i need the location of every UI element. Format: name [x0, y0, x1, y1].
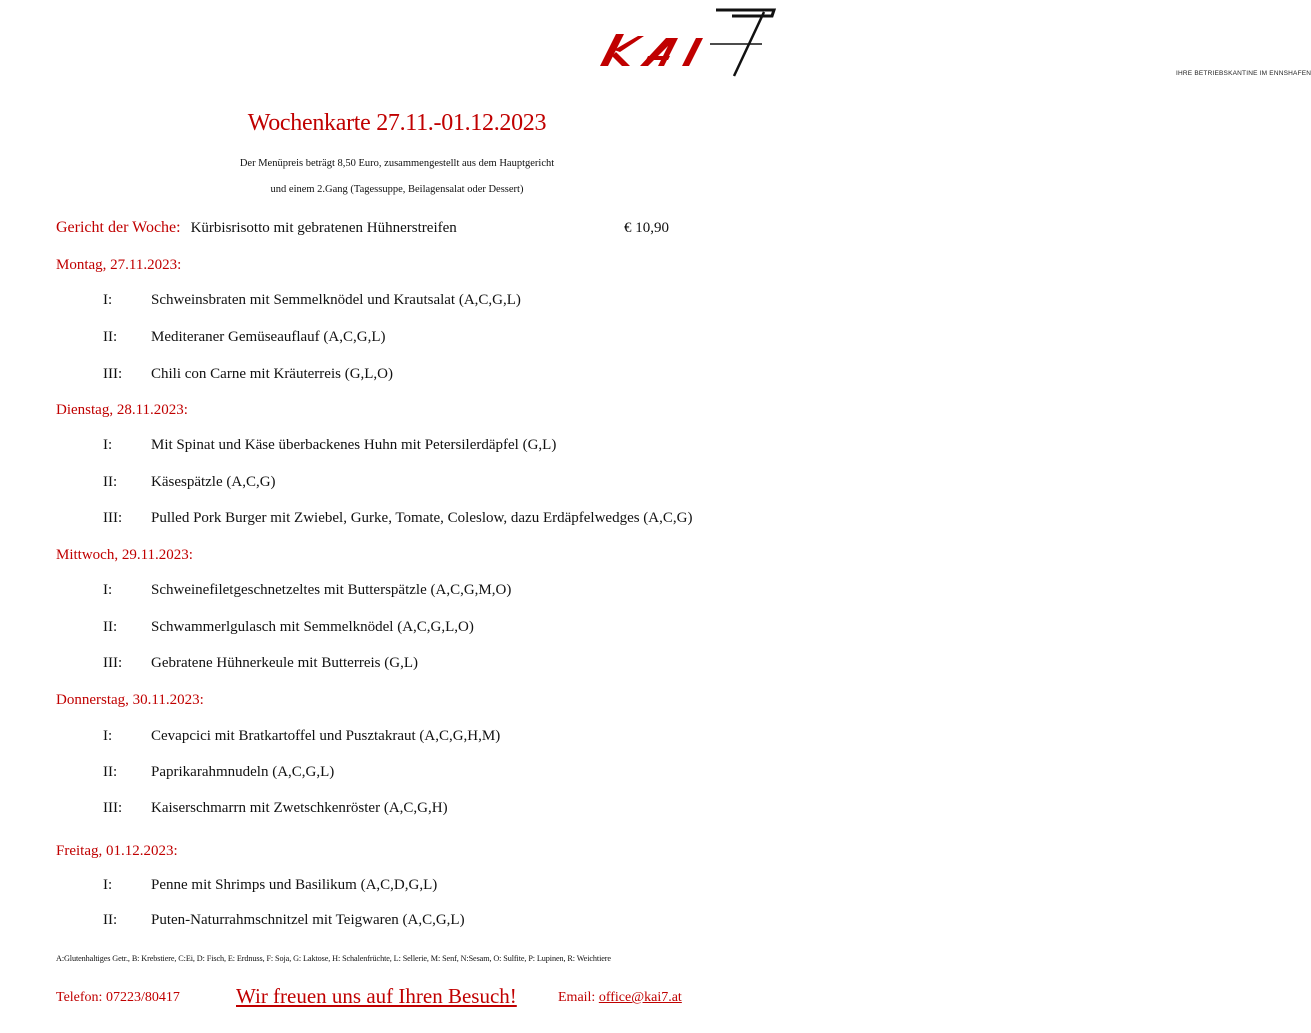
menu-item-number: I: — [103, 292, 113, 308]
page-title: Wochenkarte 27.11.-01.12.2023 — [247, 110, 547, 136]
menu-item-number: II: — [103, 764, 118, 780]
day-heading-wednesday: Mittwoch, 29.11.2023: — [56, 547, 193, 563]
menu-item-number: I: — [103, 877, 113, 893]
menu-item-text: Kaiserschmarrn mit Zwetschkenröster (A,C,G,H) — [151, 800, 448, 816]
day-heading-thursday: Donnerstag, 30.11.2023: — [56, 692, 204, 708]
menu-item-text: Schwammerlgulasch mit Semmelknödel (A,C,G,L,O) — [151, 619, 474, 635]
menu-item-number: III: — [103, 510, 123, 526]
menu-item-number: II: — [103, 474, 118, 490]
menu-item-number: I: — [103, 582, 113, 598]
day-heading-monday: Montag, 27.11.2023: — [56, 257, 182, 273]
dish-of-the-week — [56, 219, 457, 237]
menu-item-number: III: — [103, 366, 123, 382]
allergen-legend: A:Glutenhaltiges Getr., B: Krebstiere, C:Ei, D: Fisch, E: Erdnuss, F: Soja, G: Laktose, H: Schalenfrüchte, L: Sellerie, M: Senf, N:Sesam, O: Sulfite, P: Lupinen, R: Weichtiere — [56, 954, 611, 963]
menu-item-text: Chili con Carne mit Kräuterreis (G,L,O) — [151, 366, 394, 382]
footer-phone: Telefon: 07223/80417 — [56, 990, 180, 1005]
menu-item-text: Cevapcici mit Bratkartoffel und Pusztakraut (A,C,G,H,M) — [151, 728, 501, 744]
menu-item-number: III: — [103, 800, 123, 816]
menu-item-text: Mit Spinat und Käse überbackenes Huhn mit Petersilerdäpfel (G,L) — [151, 437, 557, 453]
dish-of-the-week-label: Gericht der Woche: — [56, 219, 181, 236]
menu-item-text: Paprikarahmnudeln (A,C,G,L) — [151, 764, 335, 780]
email-label: Email: — [558, 990, 596, 1005]
footer-email — [558, 990, 682, 1006]
email-link[interactable]: office@kai7.at — [598, 990, 682, 1005]
menu-item-number: II: — [103, 912, 118, 928]
menu-item-text: Käsespätzle (A,C,G) — [151, 474, 276, 490]
dish-of-the-week-name: Kürbisrisotto mit gebratenen Hühnerstreifen — [190, 220, 457, 236]
menu-item-text: Pulled Pork Burger mit Zwiebel, Gurke, Tomate, Coleslow, dazu Erdäpfelwedges (A,C,G) — [151, 510, 693, 526]
footer-welcome-text: Wir freuen uns auf Ihren Besuch! — [236, 984, 517, 1008]
price-info-line-2: und einem 2.Gang (Tagessuppe, Beilagensalat oder Dessert) — [270, 184, 524, 195]
dish-of-the-week-price: € 10,90 — [624, 220, 669, 236]
menu-item-number: III: — [103, 655, 123, 671]
menu-item-text: Schweinefiletgeschnetzeltes mit Butterspätzle (A,C,G,M,O) — [151, 582, 512, 598]
menu-item-number: I: — [103, 437, 113, 453]
menu-item-text: Mediteraner Gemüseauflauf (A,C,G,L) — [151, 329, 386, 345]
kai7-logo — [586, 4, 1311, 80]
menu-item-number: I: — [103, 728, 113, 744]
day-heading-tuesday: Dienstag, 28.11.2023: — [56, 402, 188, 418]
logo-caption: IHRE BETRIEBSKANTINE IM ENNSHAFEN — [1176, 70, 1311, 77]
menu-item-text: Gebratene Hühnerkeule mit Butterreis (G,L) — [151, 655, 418, 671]
day-heading-friday: Freitag, 01.12.2023: — [56, 843, 178, 859]
menu-item-text: Schweinsbraten mit Semmelknödel und Krautsalat (A,C,G,L) — [151, 292, 521, 308]
menu-item-number: II: — [103, 619, 118, 635]
price-info-line-1: Der Menüpreis beträgt 8,50 Euro, zusammengestellt aus dem Hauptgericht — [239, 158, 555, 169]
menu-item-text: Penne mit Shrimps und Basilikum (A,C,D,G,L) — [151, 877, 438, 893]
menu-item-text: Puten-Naturrahmschnitzel mit Teigwaren (A,C,G,L) — [151, 912, 465, 928]
menu-item-number: II: — [103, 329, 118, 345]
